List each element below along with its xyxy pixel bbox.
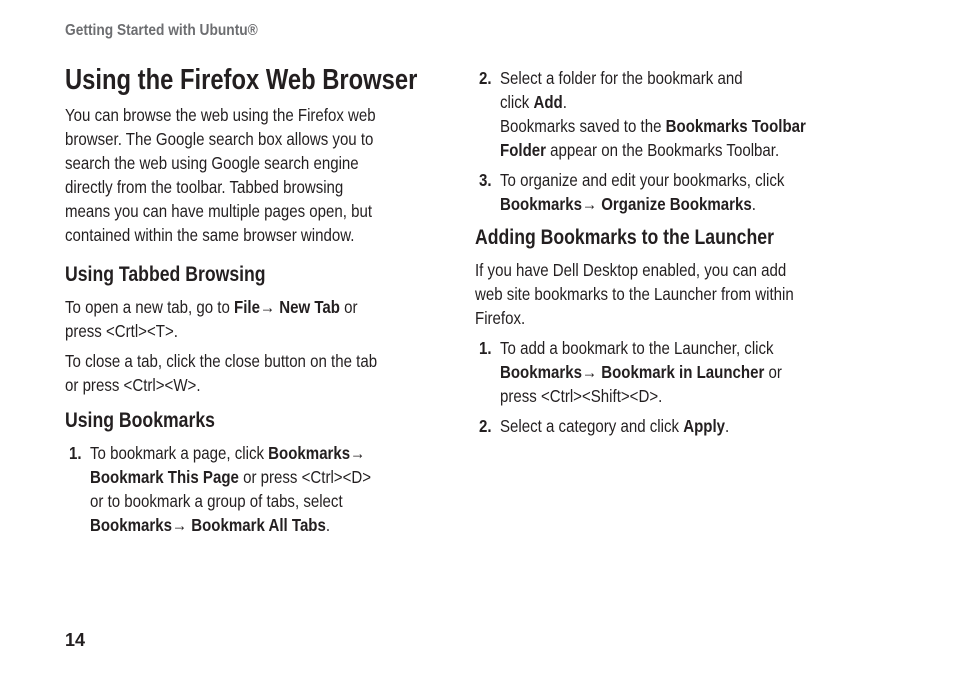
intro-line: browser. The Google search box allows you to: [65, 129, 374, 149]
close-tab-paragraph: To close a tab, click the close button on the tab or press <Ctrl><W>.: [65, 351, 378, 395]
left-column: [65, 62, 440, 537]
step-number: 3.: [479, 170, 492, 190]
step-number: 2.: [479, 68, 492, 88]
launcher-heading: Adding Bookmarks to the Launcher: [475, 226, 774, 249]
step-number: 2.: [479, 416, 492, 436]
bookmark-step-3: 3. To organize and edit your bookmarks, click Bookmarks→ Organize Bookmarks.: [479, 170, 785, 214]
launcher-step-1: 1. To add a bookmark to the Launcher, click Bookmarks→ Bookmark in Launcher or press <Ctrl><Shift><D>.: [479, 338, 782, 406]
intro-paragraph: [65, 103, 440, 247]
step-number: 1.: [69, 443, 82, 463]
intro-line: contained within the same browser window.: [65, 225, 355, 245]
open-tab-paragraph: To open a new tab, go to File→ New Tab or press <Crtl><T>.: [65, 297, 358, 341]
intro-line: directly from the toolbar. Tabbed browsing: [65, 177, 344, 197]
intro-line: You can browse the web using the Firefox web: [65, 105, 376, 125]
bookmark-step-2: 2. Select a folder for the bookmark and click Add. Bookmarks saved to the Bookmarks Toolbar Folder appear on the Bookmarks Toolbar.: [479, 68, 806, 160]
page-title: Using the Firefox Web Browser: [65, 64, 418, 96]
intro-line: means you can have multiple pages open, but: [65, 201, 373, 221]
launcher-intro: If you have Dell Desktop enabled, you can add web site bookmarks to the Launcher from within Firefox.: [475, 260, 794, 328]
bookmark-step-1: 1. To bookmark a page, click Bookmarks→ Bookmark This Page or press <Ctrl><D> or to bookmark a group of tabs, select Bookmarks→ Bookmark All Tabs.: [69, 443, 372, 535]
launcher-step-2: 2. Select a category and click Apply.: [479, 416, 730, 436]
step-number: 1.: [479, 338, 492, 358]
intro-line: search the web using Google search engine: [65, 153, 359, 173]
right-column: [475, 66, 865, 438]
page-number: 14: [65, 630, 86, 650]
running-header: Getting Started with Ubuntu®: [65, 22, 258, 39]
tabbed-browsing-heading: Using Tabbed Browsing: [65, 263, 266, 286]
bookmarks-heading: Using Bookmarks: [65, 409, 215, 432]
